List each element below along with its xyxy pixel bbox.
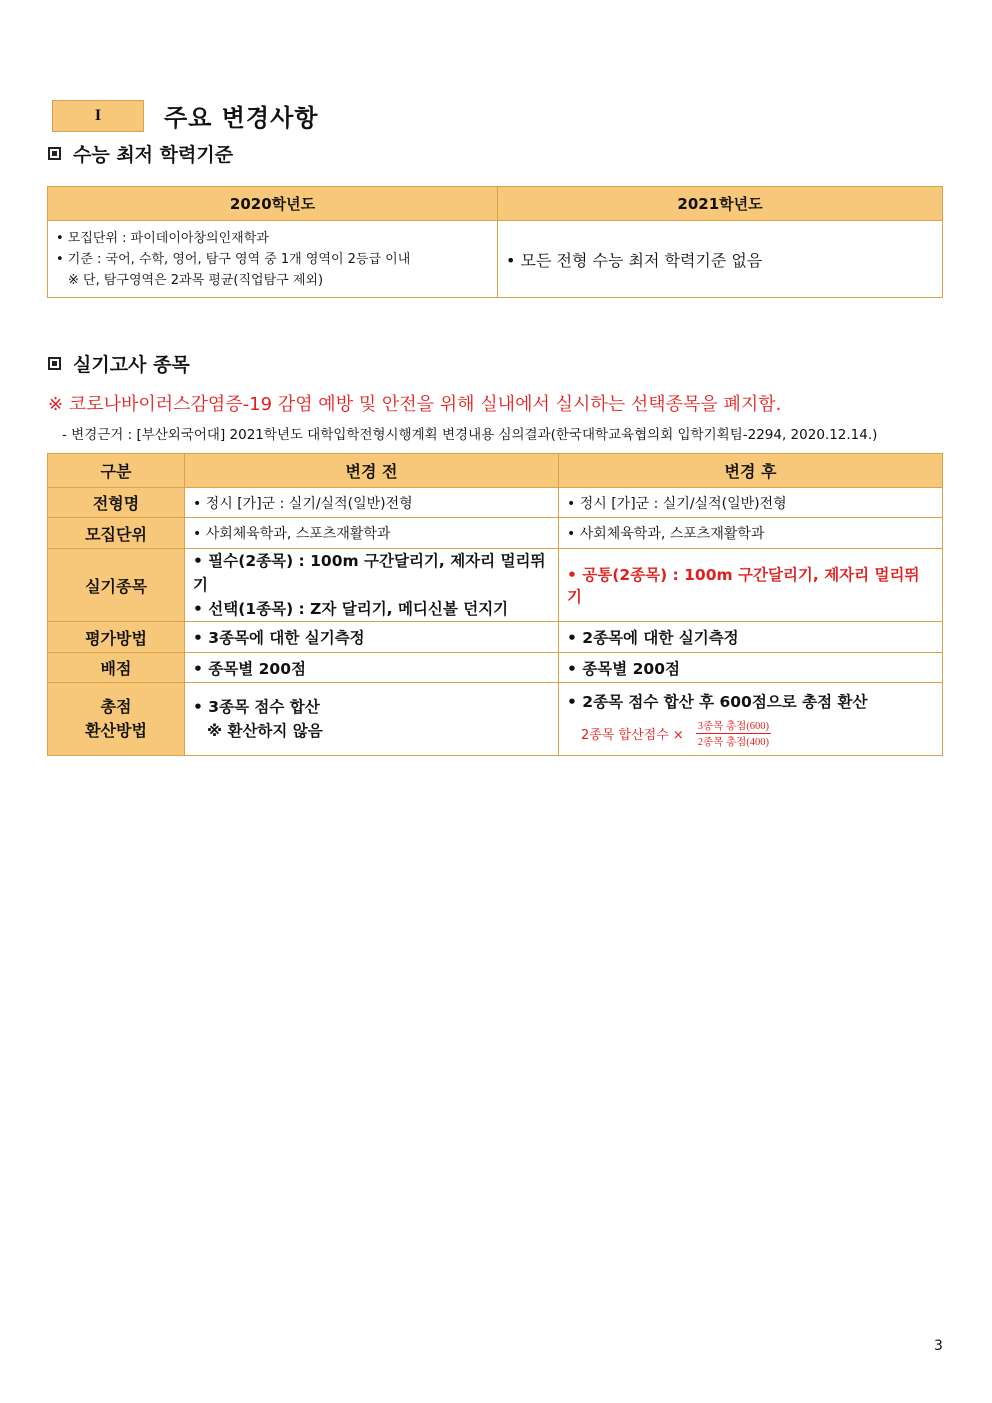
- row-label: 배점: [48, 653, 185, 683]
- cell-line: • 3종목 점수 합산: [193, 698, 320, 716]
- after-cell: • 공통(2종목) : 100m 구간달리기, 제자리 멀리뛰기: [559, 549, 943, 622]
- subheading-practical: [48, 350, 190, 377]
- page-number: 3: [934, 1338, 943, 1354]
- section-number-box: I: [52, 100, 144, 132]
- row-label-line: 환산방법: [85, 721, 147, 740]
- after-cell: [559, 683, 943, 756]
- covid-notice: ※ 코로나바이러스감염증-19 감염 예방 및 안전을 위해 실내에서 실시하는 선택종목을 폐지함.: [48, 394, 782, 415]
- table-cell-2020: [48, 221, 498, 298]
- square-bullet-icon: [48, 147, 61, 160]
- before-cell: [185, 683, 559, 756]
- table-header: 변경 전: [185, 454, 559, 488]
- cell-line: • 선택(1종목) : Z자 달리기, 메디신볼 던지기: [193, 600, 509, 618]
- cell-line: • 필수(2종목) : 100m 구간달리기, 제자리 멀리뛰기: [193, 552, 546, 594]
- after-cell: • 정시 [가]군 : 실기/실적(일반)전형: [559, 488, 943, 518]
- table-row: [48, 653, 943, 683]
- cell-line: • 기준 : 국어, 수학, 영어, 탐구 영역 중 1개 영역이 2등급 이내: [56, 251, 411, 267]
- after-cell: • 사회체육학과, 스포츠재활학과: [559, 518, 943, 549]
- conversion-formula: [581, 718, 934, 749]
- table-row: [48, 549, 943, 622]
- cell-line: • 2종목 점수 합산 후 600점으로 총점 환산: [567, 692, 868, 711]
- practical-test-table: [47, 453, 943, 756]
- subheading-title: 실기고사 종목: [73, 354, 190, 376]
- before-cell: • 3종목에 대한 실기측정: [185, 622, 559, 653]
- csat-criteria-table: [47, 186, 943, 298]
- cell-note: ※ 단, 탐구영역은 2과목 평균(직업탐구 제외): [68, 272, 324, 288]
- formula-denominator: 2종목 총점(400): [697, 736, 769, 748]
- section-title: 주요 변경사항: [164, 104, 319, 132]
- after-cell: • 종목별 200점: [559, 653, 943, 683]
- row-label: 실기종목: [48, 549, 185, 622]
- table-header: 2020학년도: [48, 187, 498, 221]
- subheading-title: 수능 최저 학력기준: [73, 144, 234, 166]
- row-label-line: 총점: [100, 697, 132, 716]
- table-header: 구분: [48, 454, 185, 488]
- row-label: 전형명: [48, 488, 185, 518]
- subheading-csat: [48, 140, 233, 167]
- cell-note: ※ 환산하지 않음: [207, 722, 323, 740]
- table-header: 2021학년도: [498, 187, 943, 221]
- table-cell-2021: • 모든 전형 수능 최저 학력기준 없음: [498, 221, 943, 298]
- section-heading: [52, 98, 318, 133]
- row-label: [48, 683, 185, 756]
- row-label: 모집단위: [48, 518, 185, 549]
- row-label: 평가방법: [48, 622, 185, 653]
- cell-line: • 모집단위 : 파이데이아창의인재학과: [56, 230, 269, 246]
- before-cell: • 정시 [가]군 : 실기/실적(일반)전형: [185, 488, 559, 518]
- before-cell: [185, 549, 559, 622]
- table-row: [48, 518, 943, 549]
- before-cell: • 사회체육학과, 스포츠재활학과: [185, 518, 559, 549]
- table-header: 변경 후: [559, 454, 943, 488]
- table-row: [48, 488, 943, 518]
- formula-lead: 2종목 합산점수 ×: [581, 727, 684, 743]
- after-cell: • 2종목에 대한 실기측정: [559, 622, 943, 653]
- before-cell: • 종목별 200점: [185, 653, 559, 683]
- formula-numerator: 3종목 총점(600): [696, 718, 771, 734]
- change-basis: - 변경근거 : [부산외국어대] 2021학년도 대학입학전형시행계획 변경내용 심의결과(한국대학교육협의회 입학기획팀-2294, 2020.12.14.): [62, 427, 878, 443]
- formula-fraction: [696, 718, 771, 749]
- table-row: [48, 683, 943, 756]
- table-row: [48, 622, 943, 653]
- square-bullet-icon: [48, 357, 61, 370]
